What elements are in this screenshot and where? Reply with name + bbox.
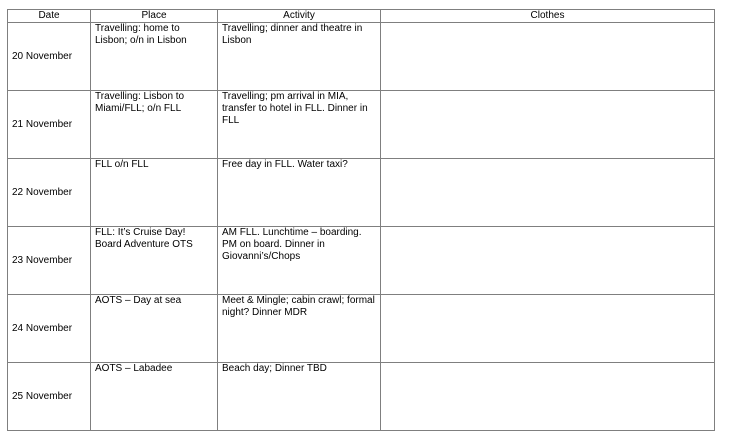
header-activity: Activity <box>218 10 381 23</box>
date-cell: 22 November <box>8 159 91 227</box>
clothes-cell[interactable] <box>381 295 715 363</box>
clothes-cell[interactable] <box>381 227 715 295</box>
clothes-cell[interactable] <box>381 23 715 91</box>
place-cell[interactable]: AOTS – Day at sea <box>91 295 218 363</box>
table-row <box>8 91 715 159</box>
header-row <box>8 10 715 23</box>
table-row <box>8 159 715 227</box>
header-place: Place <box>91 10 218 23</box>
table-row <box>8 227 715 295</box>
place-cell[interactable]: FLL: It’s Cruise Day! Board Adventure OTS <box>91 227 218 295</box>
activity-cell[interactable]: AM FLL. Lunchtime – boarding. PM on board. Dinner in Giovanni’s/Chops <box>218 227 381 295</box>
date-cell: 23 November <box>8 227 91 295</box>
header-date: Date <box>8 10 91 23</box>
date-cell: 25 November <box>8 363 91 431</box>
clothes-cell[interactable] <box>381 159 715 227</box>
activity-cell[interactable]: Meet & Mingle; cabin crawl; formal night? Dinner MDR <box>218 295 381 363</box>
table-row <box>8 23 715 91</box>
place-cell[interactable]: AOTS – Labadee <box>91 363 218 431</box>
activity-cell[interactable]: Beach day; Dinner TBD <box>218 363 381 431</box>
clothes-cell[interactable] <box>381 91 715 159</box>
date-cell: 21 November <box>8 91 91 159</box>
activity-cell[interactable]: Free day in FLL. Water taxi? <box>218 159 381 227</box>
header-clothes: Clothes <box>381 10 715 23</box>
clothes-cell[interactable] <box>381 363 715 431</box>
table-row <box>8 295 715 363</box>
date-cell: 20 November <box>8 23 91 91</box>
date-cell: 24 November <box>8 295 91 363</box>
table-row <box>8 363 715 431</box>
itinerary-table <box>7 9 715 431</box>
place-cell[interactable]: Travelling: home to Lisbon; o/n in Lisbon <box>91 23 218 91</box>
activity-cell[interactable]: Travelling; dinner and theatre in Lisbon <box>218 23 381 91</box>
place-cell[interactable]: FLL o/n FLL <box>91 159 218 227</box>
place-cell[interactable]: Travelling: Lisbon to Miami/FLL; o/n FLL <box>91 91 218 159</box>
activity-cell[interactable]: Travelling; pm arrival in MIA, transfer to hotel in FLL. Dinner in FLL <box>218 91 381 159</box>
